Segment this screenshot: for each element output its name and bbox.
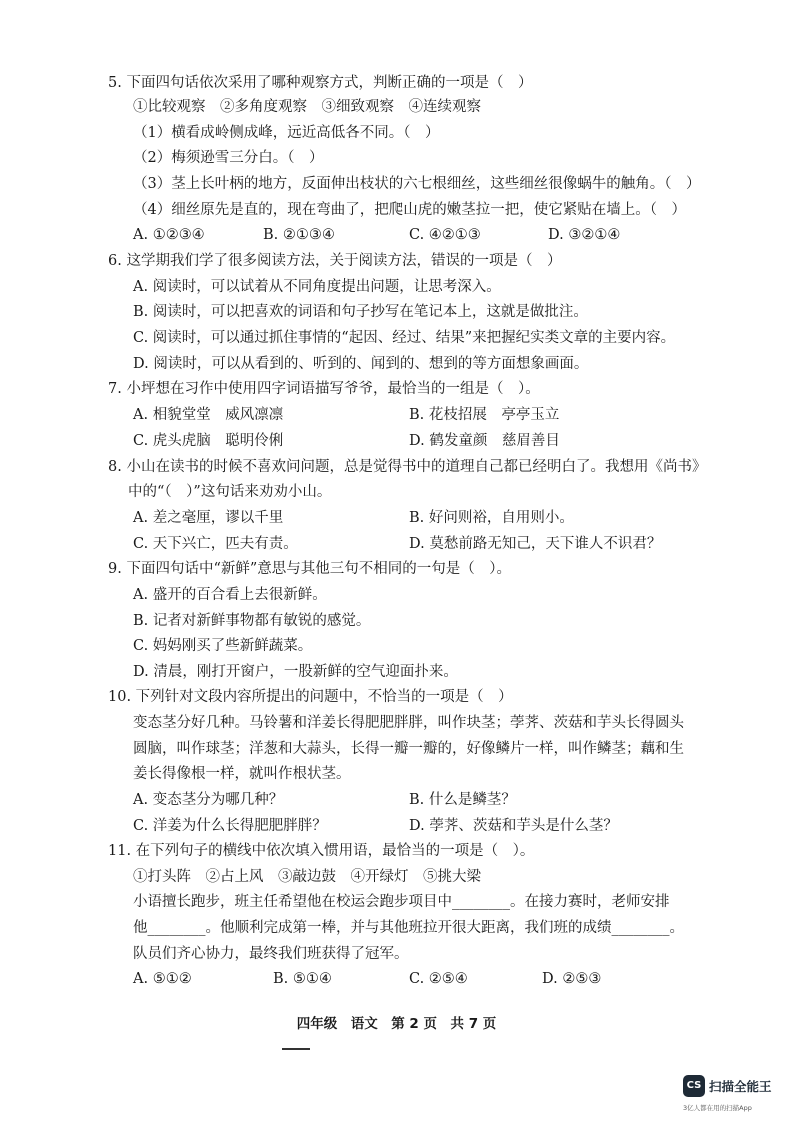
q11-passage-line-1: 小语擅长跑步，班主任希望他在校运会跑步项目中________。在接力赛时，老师安排	[133, 894, 670, 910]
q9-option-c: C. 妈妈刚买了些新鲜蔬菜。	[133, 638, 313, 654]
q5-sentence-4: （4）细丝原先是直的，现在弯曲了，把爬山虎的嫩茎拉一把，使它紧贴在墙上。（ ）	[133, 202, 686, 218]
q11-option-d: D. ②⑤③	[542, 971, 602, 987]
q10-option-b: B. 什么是鳞茎？	[409, 792, 516, 808]
cs-logo-icon: CS	[683, 1075, 705, 1097]
q9-option-a: A. 盛开的百合看上去很新鲜。	[133, 587, 327, 603]
q5-option-a: A. ①②③④	[133, 227, 205, 243]
q6-option-b: B. 阅读时，可以把喜欢的词语和句子抄写在笔记本上，这就是做批注。	[133, 304, 588, 320]
q5-sentence-3: （3）茎上长叶柄的地方，反面伸出枝状的六七根细丝，这些细丝很像蜗牛的触角。（ ）	[133, 176, 701, 192]
q11-option-c: C. ②⑤④	[409, 971, 468, 987]
q6-option-d: D. 阅读时，可以从看到的、听到的、闻到的、想到的等方面想象画面。	[133, 356, 589, 372]
q7-option-c: C. 虎头虎脑 聪明伶俐	[133, 433, 284, 449]
q5-sentence-2: （2）梅须逊雪三分白。（ ）	[133, 150, 324, 166]
q11-idiom-options: ①打头阵 ②占上风 ③敲边鼓 ④开绿灯 ⑤挑大梁	[133, 869, 481, 885]
q8-option-a: A. 差之毫厘，谬以千里	[133, 510, 284, 526]
q7-stem: 7. 小坪想在习作中使用四字词语描写爷爷，最恰当的一组是（ ）。	[108, 381, 540, 397]
scan-mark	[282, 1048, 310, 1050]
q5-stem: 5. 下面四句话依次采用了哪种观察方式，判断正确的一项是（ ）	[108, 75, 533, 91]
watermark-name: 扫描全能王	[709, 1079, 772, 1094]
scanner-watermark	[683, 1075, 787, 1115]
q7-option-b: B. 花枝招展 亭亭玉立	[409, 407, 560, 423]
q10-option-a: A. 变态茎分为哪几种？	[133, 792, 284, 808]
q6-stem: 6. 这学期我们学了很多阅读方法，关于阅读方法，错误的一项是（ ）	[108, 253, 562, 269]
q10-stem: 10. 下列针对文段内容所提出的问题中，不恰当的一项是（ ）	[108, 689, 513, 705]
q8-option-d: D. 莫愁前路无知己，天下谁人不识君？	[409, 536, 662, 552]
q9-stem: 9. 下面四句话中“新鲜”意思与其他三句不相同的一句是（ ）。	[108, 561, 512, 577]
q5-option-d: D. ③②①④	[548, 227, 621, 243]
q5-methods: ①比较观察 ②多角度观察 ③细致观察 ④连续观察	[133, 99, 481, 115]
watermark-tagline: 3亿人都在用的扫描App	[683, 1104, 752, 1112]
q7-option-a: A. 相貌堂堂 威风凛凛	[133, 407, 284, 423]
q8-stem: 8. 小山在读书的时候不喜欢问问题，总是觉得书中的道理自己都已经明白了。我想用《尚书》	[108, 459, 707, 475]
q11-stem: 11. 在下列句子的横线中依次填入惯用语，最恰当的一项是（ ）。	[108, 843, 535, 859]
q10-option-c: C. 洋姜为什么长得肥肥胖胖？	[133, 818, 327, 834]
q11-passage-line-2: 他________。他顺利完成第一棒，并与其他班拉开很大距离，我们班的成绩________。	[133, 920, 684, 936]
q8-option-b: B. 好问则裕，自用则小。	[409, 510, 574, 526]
q10-passage-line-2: 圆脑，叫作球茎；洋葱和大蒜头，长得一瓣一瓣的，好像鳞片一样，叫作鳞茎；藕和生	[133, 741, 684, 757]
q11-option-b: B. ⑤①④	[273, 971, 332, 987]
q5-sentence-1: （1）横看成岭侧成峰，远近高低各不同。（ ）	[133, 125, 440, 141]
q11-option-a: A. ⑤①②	[133, 971, 192, 987]
q7-option-d: D. 鹤发童颜 慈眉善目	[409, 433, 560, 449]
q11-passage-line-3: 队员们齐心协力，最终我们班获得了冠军。	[133, 946, 409, 962]
q10-passage-line-1: 变态茎分好几种。马铃薯和洋姜长得肥肥胖胖，叫作块茎；荸荠、茨菇和芋头长得圆头	[133, 715, 684, 731]
q5-option-b: B. ②①③④	[263, 227, 335, 243]
q9-option-d: D. 清晨，刚打开窗户，一股新鲜的空气迎面扑来。	[133, 664, 458, 680]
page-footer: 四年级 语文 第 2 页 共 7 页	[296, 1016, 497, 1032]
q5-option-c: C. ④②①③	[409, 227, 481, 243]
q8-option-c: C. 天下兴亡，匹夫有责。	[133, 536, 298, 552]
q10-passage-line-3: 姜长得像根一样，就叫作根状茎。	[133, 766, 351, 782]
q10-option-d: D. 荸荠、茨菇和芋头是什么茎？	[409, 818, 618, 834]
q8-stem-continued: 中的“（ ）”这句话来劝劝小山。	[128, 484, 332, 500]
q6-option-a: A. 阅读时，可以试着从不同角度提出问题，让思考深入。	[133, 279, 501, 295]
q9-option-b: B. 记者对新鲜事物都有敏锐的感觉。	[133, 613, 371, 629]
q6-option-c: C. 阅读时，可以通过抓住事情的“起因、经过、结果”来把握纪实类文章的主要内容。	[133, 330, 676, 346]
